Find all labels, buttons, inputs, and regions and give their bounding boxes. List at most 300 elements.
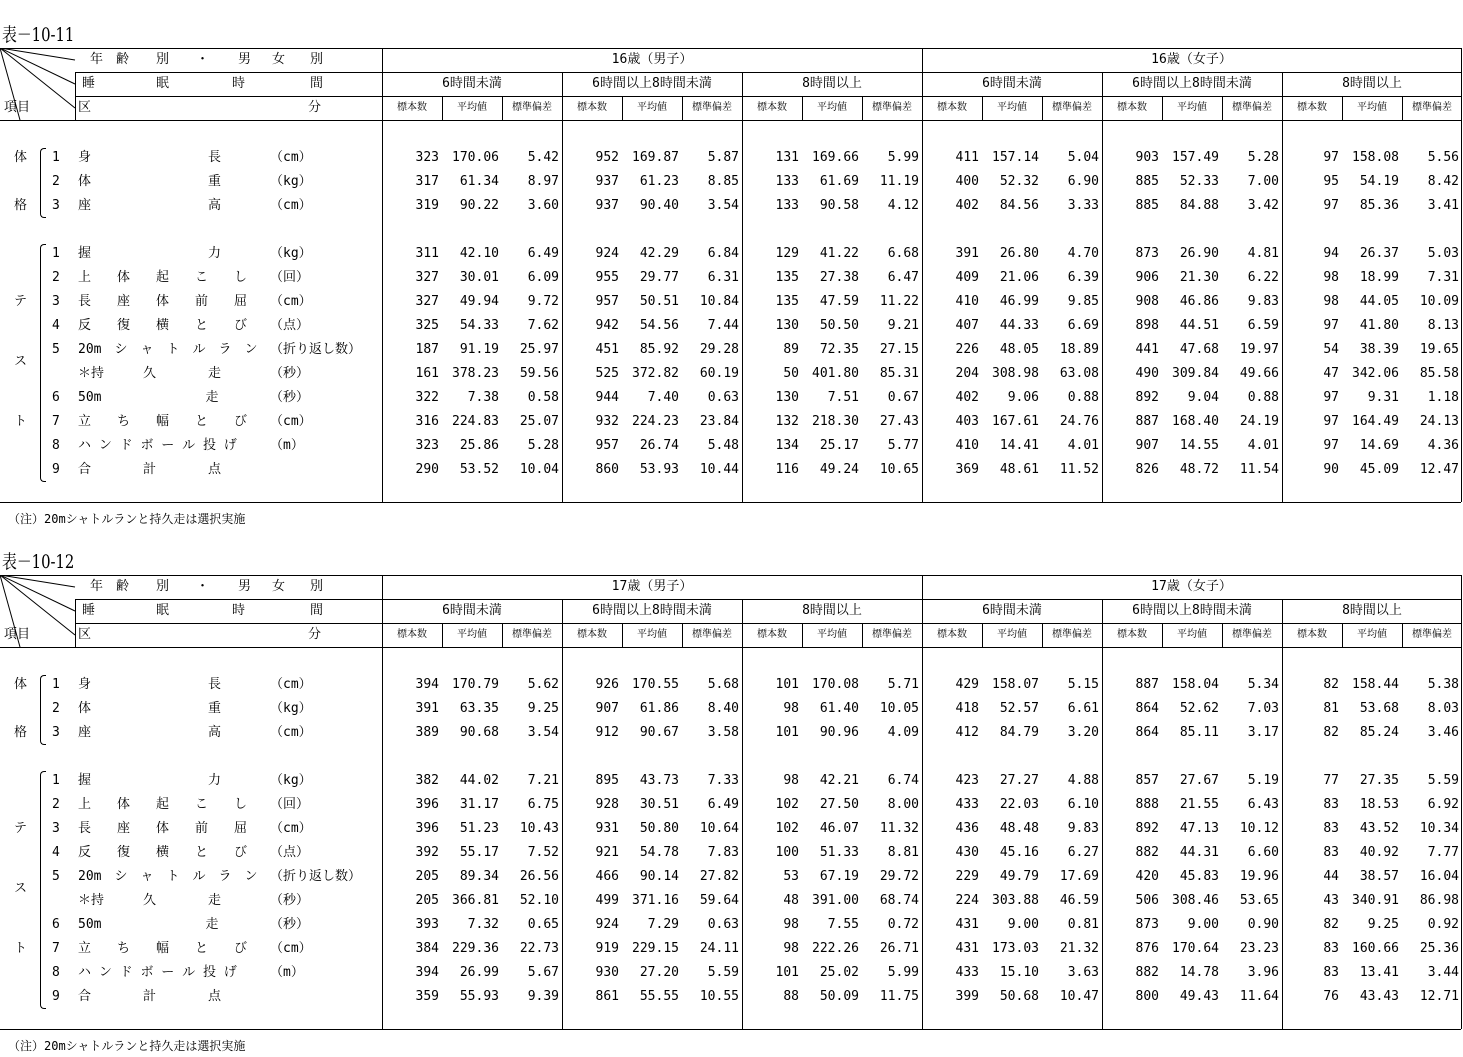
table-cell: 81 [1323,701,1339,716]
table-cell: 158.44 [1352,677,1399,692]
table-cell: 396 [415,797,439,812]
item-number: 2 [52,797,60,812]
table-cell: 429 [955,677,979,692]
table-cell: 394 [415,677,439,692]
header-sleep-char: 時 [232,603,246,618]
table-cell: 169.66 [812,150,859,165]
table-cell: 27.38 [819,270,859,285]
table-cell: 5.28 [1247,150,1279,165]
item-label: 50m 走 [78,390,219,405]
table-cell: 0.88 [1247,390,1279,405]
table-cell: 8.85 [707,174,739,189]
male-header: 16歳（男子） [611,52,693,67]
item-label: 反 復 横 と び [78,845,248,860]
table-cell: 7.00 [1247,174,1279,189]
female-header: 16歳（女子） [1151,52,1232,67]
table-cell: 423 [955,773,979,788]
table-cell: 10.55 [699,989,739,1004]
table-cell: 7.55 [827,917,859,932]
table-cell: 25.97 [519,342,559,357]
table-cell: 133 [775,174,799,189]
table-cell: 61.40 [819,701,859,716]
column-header: 平均値 [1177,102,1207,113]
item-label: ハ ン ド ボ ー ル 投 げ [78,438,237,453]
item-label: 上 体 起 こ し [78,270,248,285]
table-cell: 50 [783,366,799,381]
table-cell: 4.09 [887,725,919,740]
item-number: 1 [52,677,60,692]
table-cell: 11.75 [879,989,919,1004]
table-cell: 316 [415,414,439,429]
table-cell: 97 [1323,390,1339,405]
table-cell: 44.51 [1179,318,1219,333]
table-cell: 10.09 [1419,294,1459,309]
table-cell: 67.19 [819,869,859,884]
table-cell: 50.68 [999,989,1039,1004]
sleep-group-header: 6時間未満 [442,603,502,618]
table-cell: 957 [595,438,619,453]
item-label: 立 ち 幅 と び [78,414,248,429]
table-cell: 50.51 [639,294,679,309]
sleep-group-header: 6時間未満 [442,76,502,91]
table-cell: 0.90 [1247,917,1279,932]
column-header: 平均値 [637,102,667,113]
table-cell: 11.19 [879,174,919,189]
table-cell: 9.83 [1247,294,1279,309]
category-label-test: ト [14,414,28,429]
table-cell: 7.62 [527,318,559,333]
table-cell: 52.57 [999,701,1039,716]
column-header: 平均値 [817,629,847,640]
table-cell: 90.40 [639,198,679,213]
table-cell: 59.64 [699,893,739,908]
table-cell: 46.86 [1179,294,1219,309]
table-cell: 10.65 [879,462,919,477]
table-cell: 18.99 [1359,270,1399,285]
table-cell: 9.39 [527,989,559,1004]
table-cell: 9.25 [527,701,559,716]
table-cell: 6.27 [1067,845,1099,860]
table-cell: 308.46 [1172,893,1219,908]
table-cell: 14.41 [999,438,1039,453]
item-label: 座 高 [78,725,222,740]
table-cell: 908 [1135,294,1159,309]
header-age-sex-char: 別 [156,52,170,67]
item-label: 身 長 [78,677,222,692]
table-cell: 22.03 [999,797,1039,812]
table-cell: 46.59 [1059,893,1099,908]
table-cell: 90.58 [819,198,859,213]
table-cell: 466 [595,869,619,884]
table-cell: 400 [955,174,979,189]
table-cell: 30.01 [459,270,499,285]
table-cell: 5.15 [1067,677,1099,692]
table-cell: 857 [1135,773,1159,788]
table-cell: 10.05 [879,701,919,716]
table-cell: 3.58 [707,725,739,740]
table-cell: 53 [783,869,799,884]
table-cell: 25.07 [519,414,559,429]
item-label: 反 復 横 と び [78,318,248,333]
table-cell: 82 [1323,917,1339,932]
table-cell: 6.47 [887,270,919,285]
table-cell: 7.77 [1427,845,1459,860]
table-cell: 4.81 [1247,246,1279,261]
category-label-physique: 格 [14,725,28,740]
table-cell: 85.31 [879,366,919,381]
table-cell: 24.19 [1239,414,1279,429]
table-cell: 887 [1135,414,1159,429]
item-unit: （kg） [270,701,312,716]
item-label: 合 計 点 [78,989,222,1004]
footnote: （注）20mシャトルランと持久走は選択実施 [8,1039,246,1053]
item-label: 上 体 起 こ し [78,797,248,812]
item-number: 3 [52,294,60,309]
table-cell: 919 [595,941,619,956]
item-number: 9 [52,989,60,1004]
table-cell: 3.60 [527,198,559,213]
table-cell: 955 [595,270,619,285]
table-cell: 47.59 [819,294,859,309]
table-cell: 53.52 [459,462,499,477]
table-cell: 903 [1135,150,1159,165]
table-cell: 4.12 [887,198,919,213]
table-cell: 83 [1323,965,1339,980]
table-cell: 371.16 [632,893,679,908]
table-cell: 82 [1323,677,1339,692]
table-cell: 322 [415,390,439,405]
table-cell: 6.74 [887,773,919,788]
table-cell: 6.22 [1247,270,1279,285]
item-unit: （m） [270,438,304,453]
table-cell: 26.37 [1359,246,1399,261]
item-unit: （cm） [270,198,312,213]
table-cell: 90.22 [459,198,499,213]
column-header: 標準偏差 [512,102,552,113]
table-cell: 931 [595,821,619,836]
header-age-sex-char: 別 [156,579,170,594]
header-sleep-char: 時 [232,76,246,91]
table-cell: 3.54 [707,198,739,213]
table-cell: 72.35 [819,342,859,357]
header-sleep-char: 眠 [156,76,170,91]
table-cell: 10.64 [699,821,739,836]
table-cell: 924 [595,246,619,261]
table-cell: 892 [1135,821,1159,836]
table-cell: 43 [1323,893,1339,908]
table-cell: 3.54 [527,725,559,740]
table-cell: 311 [415,246,439,261]
table-cell: 6.10 [1067,797,1099,812]
item-unit: （kg） [270,174,312,189]
table-cell: 102 [775,821,799,836]
table-cell: 0.81 [1067,917,1099,932]
table-cell: 6.49 [707,797,739,812]
item-unit: （cm） [270,414,312,429]
table-cell: 45.83 [1179,869,1219,884]
table-cell: 309.84 [1172,366,1219,381]
table-cell: 5.04 [1067,150,1099,165]
header-age-sex-char: 年 [90,579,104,594]
item-label: 体 重 [78,174,222,189]
table-cell: 3.17 [1247,725,1279,740]
table-cell: 63.08 [1059,366,1099,381]
table-cell: 323 [415,150,439,165]
table-cell: 21.55 [1179,797,1219,812]
table-cell: 224 [955,893,979,908]
table-cell: 10.43 [519,821,559,836]
table-cell: 59.56 [519,366,559,381]
table-cell: 98 [1323,270,1339,285]
table-cell: 907 [595,701,619,716]
item-label: 握 力 [78,246,222,261]
table-cell: 116 [775,462,799,477]
item-number: 8 [52,965,60,980]
table-cell: 229 [955,869,979,884]
table-cell: 6.43 [1247,797,1279,812]
table-cell: 46.07 [819,821,859,836]
item-label: 合 計 点 [78,462,222,477]
table-cell: 7.03 [1247,701,1279,716]
table-cell: 8.00 [887,797,919,812]
table-cell: 319 [415,198,439,213]
table-cell: 77 [1323,773,1339,788]
table-cell: 50.80 [639,821,679,836]
header-diagonal-lines [0,575,382,647]
table-rule [0,120,1461,121]
table-cell: 5.62 [527,677,559,692]
table-cell: 135 [775,270,799,285]
item-number: 1 [52,150,60,165]
table-cell: 158.07 [992,677,1039,692]
column-header: 標本数 [1117,102,1147,113]
table-cell: 325 [415,318,439,333]
item-number: 4 [52,318,60,333]
header-age-sex-char: 年 [90,52,104,67]
column-header: 平均値 [1357,102,1387,113]
table-cell: 5.56 [1427,150,1459,165]
header-division-label: 区 [78,100,92,115]
column-header: 平均値 [997,102,1027,113]
table-cell: 800 [1135,989,1159,1004]
header-age-sex-char: 齢 [116,52,130,67]
table-cell: 3.33 [1067,198,1099,213]
table-cell: 90 [1323,462,1339,477]
table-cell: 3.96 [1247,965,1279,980]
table-cell: 4.70 [1067,246,1099,261]
table-cell: 82 [1323,725,1339,740]
table-cell: 85.36 [1359,198,1399,213]
table-cell: 102 [775,797,799,812]
table-cell: 84.79 [999,725,1039,740]
table-cell: 97 [1323,198,1339,213]
item-number: 3 [52,725,60,740]
table-cell: 0.67 [887,390,919,405]
header-age-sex-char: ・ [196,579,210,594]
table-cell: 42.29 [639,246,679,261]
table-cell: 49.66 [1239,366,1279,381]
table-cell: 937 [595,174,619,189]
table-cell: 19.96 [1239,869,1279,884]
table-cell: 205 [415,893,439,908]
table-cell: 84.56 [999,198,1039,213]
table-cell: 389 [415,725,439,740]
table-cell: 27.67 [1179,773,1219,788]
table-cell: 4.01 [1247,438,1279,453]
table-cell: 944 [595,390,619,405]
table-cell: 8.42 [1427,174,1459,189]
item-number: 6 [52,917,60,932]
table-cell: 4.36 [1427,438,1459,453]
table-cell: 5.71 [887,677,919,692]
table-cell: 26.80 [999,246,1039,261]
item-label: 体 重 [78,701,222,716]
table-cell: 930 [595,965,619,980]
table-cell: 9.83 [1067,821,1099,836]
table-cell: 0.58 [527,390,559,405]
table-cell: 13.41 [1359,965,1399,980]
table-rule [0,647,1461,648]
item-label: 身 長 [78,150,222,165]
category-label-test: ス [14,881,28,896]
table-cell: 433 [955,965,979,980]
table-cell: 9.00 [1007,917,1039,932]
sleep-group-header: 8時間以上 [1342,603,1402,618]
table-cell: 11.54 [1239,462,1279,477]
column-header: 平均値 [817,102,847,113]
table-cell: 61.23 [639,174,679,189]
column-header: 標本数 [1297,629,1327,640]
table-cell: 54.56 [639,318,679,333]
table-cell: 101 [775,677,799,692]
table-cell: 6.84 [707,246,739,261]
item-unit: （回） [270,797,310,812]
table-cell: 48.48 [999,821,1039,836]
table-cell: 27.43 [879,414,919,429]
table-cell: 86.98 [1419,893,1459,908]
table-cell: 431 [955,941,979,956]
table-cell: 3.20 [1067,725,1099,740]
table-cell: 407 [955,318,979,333]
table-cell: 942 [595,318,619,333]
table-cell: 53.65 [1239,893,1279,908]
table-cell: 16.04 [1419,869,1459,884]
item-label: 立 ち 幅 と び [78,941,248,956]
table-cell: 44.31 [1179,845,1219,860]
item-number: 8 [52,438,60,453]
table-cell: 7.44 [707,318,739,333]
table-cell: 5.38 [1427,677,1459,692]
table-cell: 0.88 [1067,390,1099,405]
table-cell: 5.77 [887,438,919,453]
table-cell: 85.92 [639,342,679,357]
table-cell: 9.72 [527,294,559,309]
item-number: 1 [52,246,60,261]
table-cell: 187 [415,342,439,357]
table-cell: 170.79 [452,677,499,692]
table-cell: 8.81 [887,845,919,860]
sleep-group-header: 8時間以上 [802,603,862,618]
table-cell: 430 [955,845,979,860]
table-cell: 8.97 [527,174,559,189]
table-cell: 12.71 [1419,989,1459,1004]
table-cell: 3.42 [1247,198,1279,213]
item-label: 握 力 [78,773,222,788]
category-label-physique: 体 [14,150,28,165]
column-header: 標本数 [757,629,787,640]
table-cell: 54.33 [459,318,499,333]
table-cell: 48.05 [999,342,1039,357]
table-cell: 26.56 [519,869,559,884]
table-cell: 327 [415,294,439,309]
table-cell: 369 [955,462,979,477]
table-cell: 873 [1135,246,1159,261]
table-cell: 38.39 [1359,342,1399,357]
table-cell: 61.69 [819,174,859,189]
table-cell: 52.32 [999,174,1039,189]
table-cell: 134 [775,438,799,453]
table-cell: 204 [955,366,979,381]
item-unit: （kg） [270,246,312,261]
item-number: 5 [52,869,60,884]
table-cell: 317 [415,174,439,189]
table-cell: 205 [415,869,439,884]
item-unit: （cm） [270,150,312,165]
header-age-sex-char: 女 [272,579,286,594]
table-cell: 420 [1135,869,1159,884]
table-cell: 952 [595,150,619,165]
table-cell: 100 [775,845,799,860]
header-diagonal-lines [0,48,382,120]
table-cell: 101 [775,965,799,980]
table-cell: 44.33 [999,318,1039,333]
table-cell: 876 [1135,941,1159,956]
table-cell: 83 [1323,941,1339,956]
table-cell: 525 [595,366,619,381]
table-cell: 7.32 [467,917,499,932]
item-label: ＊持 久 走 [78,366,222,381]
table-cell: 55.17 [459,845,499,860]
table-cell: 340.91 [1352,893,1399,908]
table-cell: 403 [955,414,979,429]
table-cell: 402 [955,198,979,213]
table-cell: 94 [1323,246,1339,261]
header-age-sex-char: 齢 [116,579,130,594]
table-cell: 52.10 [519,893,559,908]
table-cell: 888 [1135,797,1159,812]
table-cell: 41.22 [819,246,859,261]
table-cell: 83 [1323,797,1339,812]
table-cell: 90.96 [819,725,859,740]
column-header: 標準偏差 [872,102,912,113]
table-cell: 88 [783,989,799,1004]
table-cell: 10.84 [699,294,739,309]
column-header: 標本数 [397,629,427,640]
footnote: （注）20mシャトルランと持久走は選択実施 [8,512,246,526]
table-cell: 19.65 [1419,342,1459,357]
table-cell: 47.68 [1179,342,1219,357]
table-cell: 26.90 [1179,246,1219,261]
item-unit: （m） [270,965,304,980]
item-number: 1 [52,773,60,788]
table-cell: 98 [783,941,799,956]
table-cell: 169.87 [632,150,679,165]
table-cell: 6.68 [887,246,919,261]
table-cell: 433 [955,797,979,812]
table-title: 表－10-11 [2,24,75,46]
table-cell: 19.97 [1239,342,1279,357]
column-header: 標準偏差 [1052,629,1092,640]
